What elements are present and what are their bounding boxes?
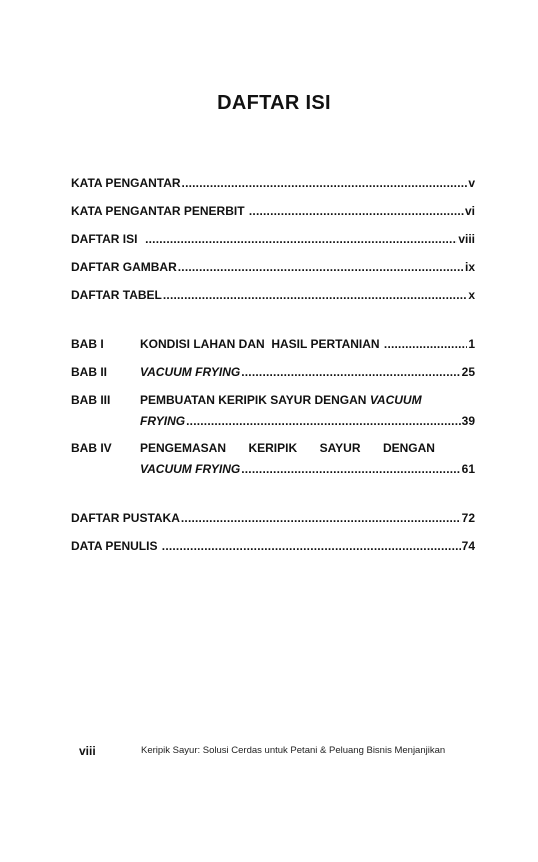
chapter-title-line-1 — [140, 393, 475, 408]
chapter-number: BAB IV — [71, 441, 112, 455]
toc-entry-label: DATA PENULIS — [71, 539, 161, 553]
toc-entry-page: 1 — [468, 337, 475, 351]
chapter-title-word: KERIPIK — [248, 441, 298, 455]
toc-entry-page: 72 — [461, 511, 475, 525]
toc-entry-page: 25 — [461, 365, 475, 379]
dot-leader — [241, 462, 460, 477]
chapter-number: BAB I — [71, 337, 104, 351]
toc-entry-label: DAFTAR ISI — [71, 232, 145, 246]
chapter-title-word: PENGEMASAN — [140, 441, 227, 455]
dot-leader — [162, 539, 461, 554]
chapter-title: PEMBUATAN KERIPIK SAYUR DENGAN — [140, 393, 370, 407]
page-title: DAFTAR ISI — [217, 92, 331, 114]
toc-entry-page: viii — [458, 232, 475, 246]
toc-entry-daftar-pustaka[interactable] — [71, 511, 475, 526]
toc-entry-page: 39 — [461, 414, 475, 428]
chapter-number: BAB II — [71, 365, 107, 379]
dot-leader — [182, 176, 468, 191]
dot-leader — [145, 232, 457, 247]
toc-entry-page: vi — [464, 204, 475, 218]
toc-entry-page: 74 — [461, 539, 475, 553]
toc-entry-page: ix — [464, 260, 475, 274]
chapter-title-continued: VACUUM FRYING — [140, 462, 241, 476]
toc-entry-label: DAFTAR PUSTAKA — [71, 511, 180, 525]
chapter-title-italic: VACUUM — [369, 393, 422, 407]
toc-entry-daftar-tabel[interactable] — [71, 288, 475, 303]
toc-entry-daftar-gambar[interactable] — [71, 260, 475, 275]
toc-entry-bab-4[interactable] — [140, 441, 475, 477]
footer-page-number: viii — [79, 744, 96, 758]
toc-entry-daftar-isi[interactable] — [71, 232, 475, 247]
toc-entry-data-penulis[interactable] — [71, 539, 475, 554]
toc-entry-kata-pengantar-penerbit[interactable] — [71, 204, 475, 219]
toc-entry-page: 61 — [461, 462, 475, 476]
dot-leader — [181, 511, 461, 526]
dot-leader — [384, 337, 467, 352]
chapter-title-continued: FRYING — [140, 414, 186, 428]
dot-leader — [249, 204, 464, 219]
dot-leader — [163, 288, 467, 303]
dot-leader — [241, 365, 460, 380]
toc-entry-page: v — [468, 176, 475, 190]
chapter-title: KONDISI LAHAN DAN HASIL PERTANIAN — [140, 337, 383, 351]
chapter-title: VACUUM FRYING — [140, 365, 241, 379]
chapter-title-word: DENGAN — [382, 441, 435, 455]
toc-entry-bab-2[interactable] — [140, 365, 475, 380]
toc-entry-label: DAFTAR TABEL — [71, 288, 162, 302]
toc-entry-kata-pengantar[interactable] — [71, 176, 475, 191]
toc-entry-page: x — [468, 288, 475, 302]
toc-entry-label: KATA PENGANTAR — [71, 176, 181, 190]
toc-entry-bab-3[interactable] — [140, 393, 475, 429]
chapter-number: BAB III — [71, 393, 111, 407]
dot-leader — [178, 260, 464, 275]
chapter-title-word: SAYUR — [319, 441, 361, 455]
dot-leader — [186, 414, 461, 429]
toc-entry-label: DAFTAR GAMBAR — [71, 260, 177, 274]
toc-entry-bab-1[interactable] — [140, 337, 475, 352]
footer-book-title: Keripik Sayur: Solusi Cerdas untuk Petani & Peluang Bisnis Menjanjikan — [141, 745, 446, 756]
toc-entry-label: KATA PENGANTAR PENERBIT — [71, 204, 248, 218]
chapter-title-line-1 — [140, 441, 435, 456]
